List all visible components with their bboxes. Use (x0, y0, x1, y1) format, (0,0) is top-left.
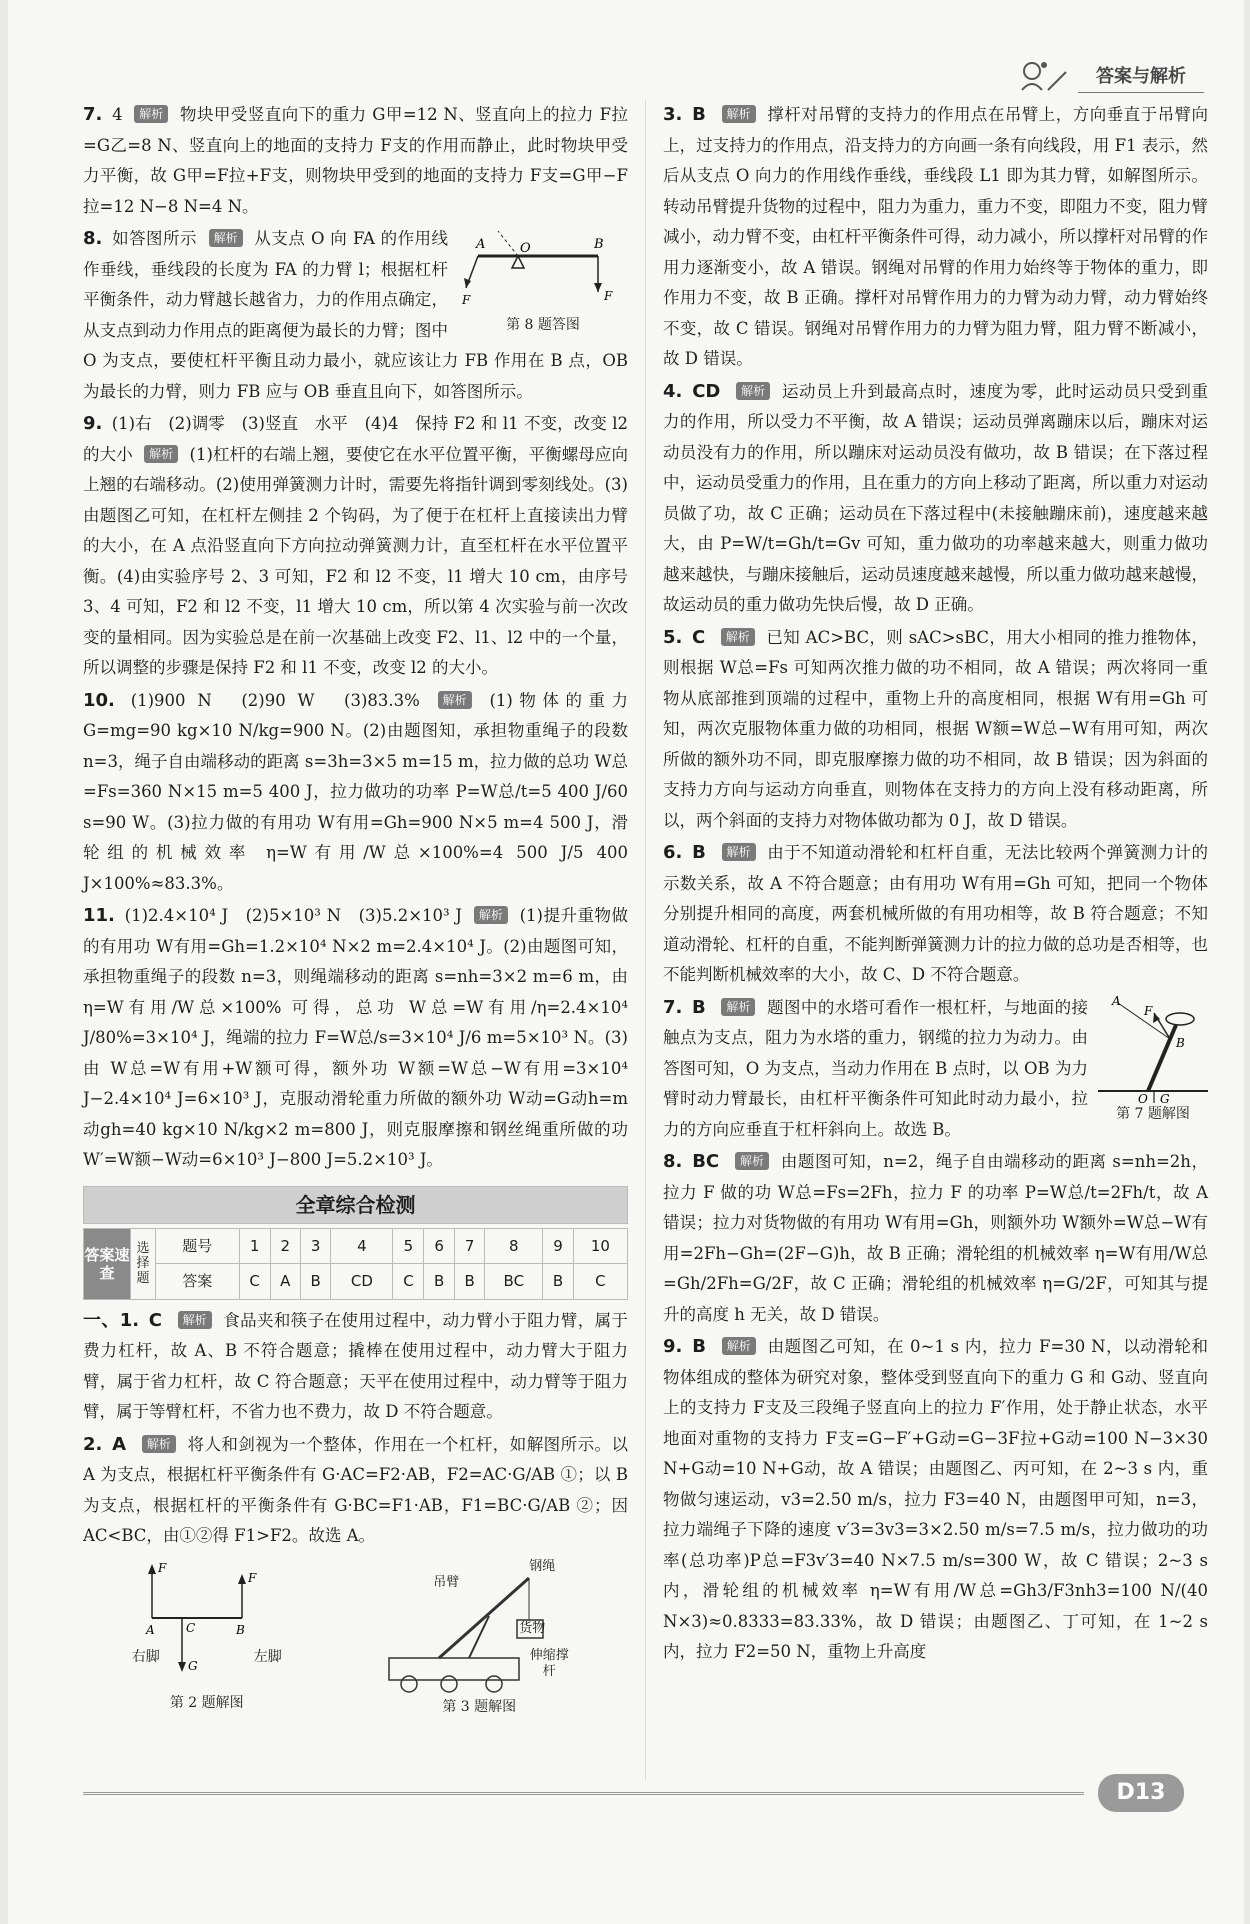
item-answer: B (692, 996, 706, 1018)
item-number: 4. (663, 380, 683, 402)
column-divider (645, 100, 646, 1780)
item-text: (1)物体的重力 G=mg=90 kg×10 N/kg=900 N。(2)由题图知，承担物重绳子的段数 n=3，绳子自由端移动的距离 s=3h=3×5 m=15 m，拉力做的总功 W总=Fs=360 N×15 m=5 400 J，拉力做功的功率 P=W总/t=5 400 J/60 s=90 W。(3)拉力做的有用功 W有用=Gh=900 N×5 m=4 500 J，滑轮组的机械效率 η=W有用/W总×100%=4 500 J/5 400 J×100%≈83.3%。 (83, 690, 629, 893)
label-rod: 伸缩撑杆 (529, 1647, 569, 1679)
q-cell: 8 (485, 1228, 543, 1264)
label-left-foot: 左脚 (253, 1648, 282, 1665)
item-number: 7. (83, 104, 103, 125)
fig-caption: 第 3 题解图 (442, 1698, 517, 1715)
svg-text:F: F (247, 1570, 257, 1585)
answer-item-s1 (83, 1306, 628, 1428)
q-cell: 4 (331, 1228, 393, 1264)
item-number: 5. (663, 626, 683, 648)
answer-table (83, 1228, 628, 1300)
item-answer: A (112, 1433, 127, 1455)
analysis-tag: 解析 (722, 105, 756, 123)
section-title: 全章综合检测 (83, 1186, 628, 1224)
analysis-tag: 解析 (736, 382, 770, 400)
a-cell: A (270, 1264, 300, 1300)
label-boom: 吊臂 (433, 1574, 460, 1590)
item-text: 由题图可知，n=2，绳子自由端移动的距离 s=nh=2h，拉力 F 做的功 W总=Fs=2Fh，拉力 F 的功率 P=W总/t=2Fh/t，故 A 错误；拉力对货物做的有用功 W有用=Gh，则额外功 W额外=W总−W有用=2Fh−Gh=(2F−G)h，故 B 正确；滑轮组的机械效率 η=W有用/W总=Gh/2Fh=G/2F，故 C 正确；滑轮组的机械效率 η=G/2F，可知其与提升的高度 h 无关，故 D 错误。 (663, 1152, 1208, 1324)
label-right-foot: 右脚 (131, 1648, 160, 1665)
item-answer: (1)右 (2)调零 (3)竖直 水平 (4)4 保持 F2 和 l1 不变，改变 l2 的大小 (83, 414, 628, 464)
answer-item-r8 (663, 1147, 1208, 1330)
answer-item-8 (83, 224, 628, 407)
item-text: 运动员上升到最高点时，速度为零，此时运动员只受到重力的作用，所以受力不平衡，故 A 错误；运动员弹离蹦床以后，蹦床对运动员没有力的作用，所以蹦床对运动员没有做功，故 B 错误；在下落过程中，运动员受重力的作用，且在重力的方向上移动了距离，所以重力对运动员做了功，故 C 正确；运动员在下落过程中(未接触蹦床前)，速度越来越大，由 P=W/t=Gh/t=Gv 可知，重力做功的功率越来越大，则重力做功越来越快，与蹦床接触后，运动员速度越来越慢，所以重力做功越来越慢，故运动员的重力做功先快后慢，故 D 正确。 (663, 381, 1208, 614)
right-column (663, 100, 1208, 1670)
q-header: 题号 (156, 1228, 240, 1264)
label-cargo: 货物 (519, 1620, 546, 1636)
item-text: 从支点 O 向 FA 的作用线作垂线，垂线段的长度为 FA 的力臂 l；根据杠杆平衡条件，动力臂越长越省力，力的作用点确定，从支点到动力作用点的距离便为最长的力臂；图中 O 为支点，要使杠杆平衡且动力最小，就应该让力 FB 作用在 B 点，OB 为最长的力臂，则力 FB 应与 OB 垂直且向下，如答图所示。 (83, 229, 628, 401)
item-text: 题图中的水塔可看作一根杠杆，与地面的接触点为支点，阻力为水塔的重力，钢缆的拉力为动力。由答图可知，O 为支点，当动力作用在 B 点时，以 OB 为力臂时动力臂最长，由杠杆平衡条件可知此时动力最小，拉力的方向应垂直于杠杆斜向上。故选 B。 (663, 997, 1088, 1139)
answer-item-r3 (663, 100, 1208, 375)
item-answer: 4 (112, 105, 123, 124)
analysis-tag: 解析 (721, 998, 755, 1016)
item-number: 3. (663, 104, 683, 125)
item-number: 8. (663, 1151, 683, 1172)
item-answer: 如答图所示 (112, 229, 197, 248)
a-cell: C (393, 1264, 424, 1300)
analysis-tag: 解析 (721, 628, 755, 646)
lever-diagram-8 (458, 226, 628, 316)
reader-icon (1018, 58, 1068, 98)
label-cable: 钢绳 (529, 1558, 556, 1574)
q-cell: 2 (270, 1228, 300, 1264)
fig-8 (458, 226, 628, 334)
svg-text:G: G (1160, 1091, 1170, 1105)
item-answer: B (692, 842, 706, 863)
item-answer: (1)900 N (2)90 W (3)83.3% (130, 690, 420, 710)
header-rule (1078, 92, 1204, 93)
answer-table-rowlabel: 选择题 (131, 1228, 156, 1299)
item-answer: CD (692, 380, 721, 402)
q-cell: 10 (573, 1228, 627, 1264)
answer-item-r4 (663, 377, 1208, 621)
svg-text:B: B (235, 1622, 245, 1637)
item-text: (1)提升重物做的有用功 W有用=Gh=1.2×10⁴ N×2 m=2.4×10⁴ J。(2)由题图可知，承担物重绳子的段数 n=3，则绳端移动的距离 s=nh=3×2 m=6 m，由 η=W有用/W总×100% 可得，总功 W总=W有用/η=2.4×10⁴ J/80%=3×10⁴ J，绳端的拉力 F=W总/s=3×10⁴ J/6 m=5×10³ N。(3)由 W总=W有用+W额可得，额外功 W额=W总−W有用=3×10⁴ J−2.4×10⁴ J=6×10³ J，克服动滑轮重力所做的额外功 W动=G动h=m动gh=40 kg×10 N/kg×2 m=800 J，则克服摩擦和钢丝绳重所做的功 W′=W额−W动=6×10³ J−800 J=5.2×10³ J。 (83, 906, 629, 1169)
analysis-tag: 解析 (178, 1311, 212, 1329)
item-number: 7. (663, 996, 683, 1018)
svg-text:O: O (1138, 1091, 1148, 1105)
svg-text:G: G (187, 1658, 198, 1673)
fig-caption: 第 8 题答图 (506, 317, 580, 333)
answer-item-r7 (663, 993, 1208, 1146)
analysis-tag: 解析 (134, 105, 168, 123)
header-title: 答案与解析 (1096, 66, 1186, 87)
answer-item-10 (83, 686, 628, 900)
svg-text:O: O (520, 241, 531, 256)
item-text: 已知 AC>BC，则 sAC>sBC，用大小相同的推力推物体，则根据 W总=Fs 可知两次推力做的功不相同，故 A 错误；两次将同一重物从底部推到顶端的过程中，重物上升的高度相同，根据 W有用=Gh 可知，两次克服物体重力做的功相同，根据 W额=W总−W有用可知，两次所做的额外功不同，即克服摩擦力做的功不相同，故 B 错误；因为斜面的支持力方向与运动方向垂直，则物体在支持力的方向上没有移动距离，所以，两个斜面的支持力对物体做功都为 0 J，故 D 错误。 (663, 627, 1208, 830)
a-cell: B (543, 1264, 573, 1300)
item-number: 11. (83, 905, 115, 926)
item-answer: C (148, 1309, 162, 1331)
item-answer: B (692, 1336, 706, 1357)
figure-row (83, 1558, 628, 1716)
fig-caption: 第 7 题解图 (1116, 1105, 1190, 1122)
item-number: 9. (663, 1336, 683, 1357)
item-number: 9. (83, 413, 103, 434)
q-cell: 3 (300, 1228, 330, 1264)
item-answer: C (691, 626, 706, 648)
fig-3 (379, 1558, 579, 1716)
item-number: 10. (83, 689, 115, 711)
answer-item-s2 (83, 1430, 628, 1552)
a-cell: C (239, 1264, 270, 1300)
svg-text:B: B (594, 237, 604, 252)
answer-item-11 (83, 901, 628, 1176)
footer-rule (83, 1792, 1084, 1795)
q-cell: 9 (543, 1228, 573, 1264)
item-text: 物块甲受竖直向下的重力 G甲=12 N、竖直向上的拉力 F拉=G乙=8 N、竖直向上的地面的支持力 F支的作用而静止，此时物块甲受力平衡，故 G甲=F拉+F支，则物块甲受到的地面的支持力 F支=G甲−F拉=12 N−8 N=4 N。 (83, 105, 628, 216)
answer-item-r5 (663, 623, 1208, 837)
item-answer: BC (692, 1151, 720, 1172)
svg-text:A: A (145, 1622, 155, 1637)
q-cell: 5 (393, 1228, 424, 1264)
svg-text:A: A (476, 237, 486, 252)
item-text: 食品夹和筷子在使用过程中，动力臂小于阻力臂，属于费力杠杆，故 A、B 不符合题意；撬棒在使用过程中，动力臂大于阻力臂，属于省力杠杆，故 C 符合题意；天平在使用过程中，动力臂等于阻力臂，属于等臂杠杆，不省力也不费力，故 D 不符合题意。 (83, 1310, 628, 1421)
a-cell: B (454, 1264, 484, 1300)
item-number: 8. (83, 228, 103, 249)
fig-7 (1098, 995, 1208, 1123)
svg-text:F: F (462, 293, 471, 307)
fig-caption: 第 2 题解图 (169, 1694, 244, 1711)
analysis-tag: 解析 (474, 906, 508, 924)
left-column (83, 100, 628, 1716)
page-header (1008, 58, 1204, 98)
answer-item-7 (83, 100, 628, 222)
item-text: (1)杠杆的右端上翘，要使它在水平位置平衡，平衡螺母应向上翘的右端移动。(2)使用弹簧测力计时，需要先将指针调到零刻线处。(3)由题图乙可知，在杠杆左侧挂 2 个钩码，为了便于在杠杆上直接读出力臂的大小，在 A 点沿竖直向下方向拉动弹簧测力计，直至杠杆在水平位置平衡。(4)由实验序号 2、3 可知，F2 和 l2 不变，l1 增大 10 cm，由序号 3、4 可知，F2 和 l2 不变，l1 增大 10 cm，所以第 4 次实验与前一次改变的量相同。因为实验总是在前一次基础上改变 F2、l1、l2 中的一个量，所以调整的步骤是保持 F2 和 l1 不变，改变 l2 的大小。 (83, 444, 629, 677)
item-answer: B (692, 104, 706, 125)
svg-text:F: F (157, 1560, 167, 1575)
tower-diagram-7 (1098, 995, 1208, 1105)
q-cell: 6 (424, 1228, 454, 1264)
answer-item-r6 (663, 838, 1208, 991)
q-cell: 1 (239, 1228, 270, 1264)
a-cell: B (300, 1264, 330, 1300)
item-text: 将人和剑视为一个整体，作用在一个杠杆，如解图所示。以 A 为支点，根据杠杆平衡条件有 G·AC=F2·AB，F2=AC·G/AB ①；以 B 为支点，根据杠杆的平衡条件有 G·BC=F1·AB，F1=BC·G/AB ②；因 AC<BC，由①②得 F1>F2。故选 A。 (83, 1434, 629, 1545)
q-cell: 7 (454, 1228, 484, 1264)
analysis-tag: 解析 (722, 1337, 756, 1355)
a-cell: CD (331, 1264, 393, 1300)
a-cell: C (573, 1264, 627, 1300)
svg-text:C: C (185, 1620, 195, 1635)
analysis-tag: 解析 (142, 1435, 176, 1453)
item-text: 撑杆对吊臂的支持力的作用点在吊臂上，方向垂直于吊臂向上，过支持力的作用点，沿支持力的方向画一条有向线段，用 F1 表示，然后从支点 O 向力的作用线作垂线，垂线段 L1 即为其力臂，如解图所示。转动吊臂提升货物的过程中，阻力为重力，重力不变，即阻力不变，阻力臂减小，动力臂不变，由杠杆平衡条件可得，动力减小，所以撑杆对吊臂的作用力逐渐变小，故 A 错误。钢绳对吊臂的作用力始终等于物体的重力，即作用力不变，故 B 正确。撑杆对吊臂作用力的力臂为动力臂，动力臂始终不变，故 C 错误。钢绳对吊臂作用力的力臂为阻力臂，阻力臂不断减小，故 D 错误。 (663, 105, 1208, 368)
answer-page (8, 0, 1244, 1924)
item-number: 2. (83, 1433, 103, 1455)
fig-2 (132, 1558, 282, 1716)
item-number: 一、1. (83, 1309, 140, 1331)
analysis-tag: 解析 (438, 691, 472, 709)
svg-text:A: A (1112, 994, 1121, 1008)
svg-text:F: F (604, 289, 613, 303)
item-text: 由题图乙可知，在 0~1 s 内，拉力 F=30 N，以动滑轮和物体组成的整体为研究对象，整体受到竖直向下的重力 G 和 G动、竖直向上的支持力 F支及三段绳子竖直向上的拉力 F′作用，处于静止状态，水平地面对重物的支持力 F支=G−F′+G动=G−3F拉+G动=100 N−3×30 N+G动=10 N+G动，故 A 错误；由题图乙、丙可知，在 2~3 s 内，重物做匀速运动，v3=2.50 m/s，拉力 F3=40 N，由题图甲可知，n=3，拉力端绳子下降的速度 v′3=3v3=3×2.50 m/s=7.5 m/s，拉力做功的功率(总功率)P总=F3v′3=40 N×7.5 m/s=300 W，故 C 错误；2~3 s 内，滑轮组的机械效率 η=W有用/W总=Gh3/F3nh3=100 N/(40 N×3)≈0.8333=83.33%，故 D 错误；由题图乙、丁可知，在 1~2 s 内，拉力 F2=50 N，重物上升高度 (663, 1337, 1209, 1661)
svg-text:F: F (1144, 1003, 1153, 1018)
page-number: D13 (1098, 1774, 1184, 1812)
item-number: 6. (663, 842, 683, 863)
a-header: 答案 (156, 1264, 240, 1300)
answer-item-9 (83, 409, 628, 684)
a-cell: B (424, 1264, 454, 1300)
analysis-tag: 解析 (722, 843, 756, 861)
analysis-tag: 解析 (735, 1152, 769, 1170)
a-cell: BC (485, 1264, 543, 1300)
item-answer: (1)2.4×10⁴ J (2)5×10³ N (3)5.2×10³ J (124, 906, 463, 925)
answer-item-r9 (663, 1332, 1208, 1668)
answer-table-label: 答案速查 (84, 1228, 131, 1299)
analysis-tag: 解析 (144, 445, 178, 463)
item-text: 由于不知道动滑轮和杠杆自重，无法比较两个弹簧测力计的示数关系，故 A 不符合题意；由有用功 W有用=Gh 可知，把同一个物体分别提升相同的高度，两套机械所做的有用功相等，故 B 符合题意；不知道动滑轮、杠杆的自重，不能判断弹簧测力计的拉力做的总功是否相等，也不能判断机械效率的大小，故 C、D 不符合题意。 (663, 843, 1208, 984)
analysis-tag: 解析 (209, 229, 243, 247)
svg-text:B: B (1176, 1035, 1185, 1050)
